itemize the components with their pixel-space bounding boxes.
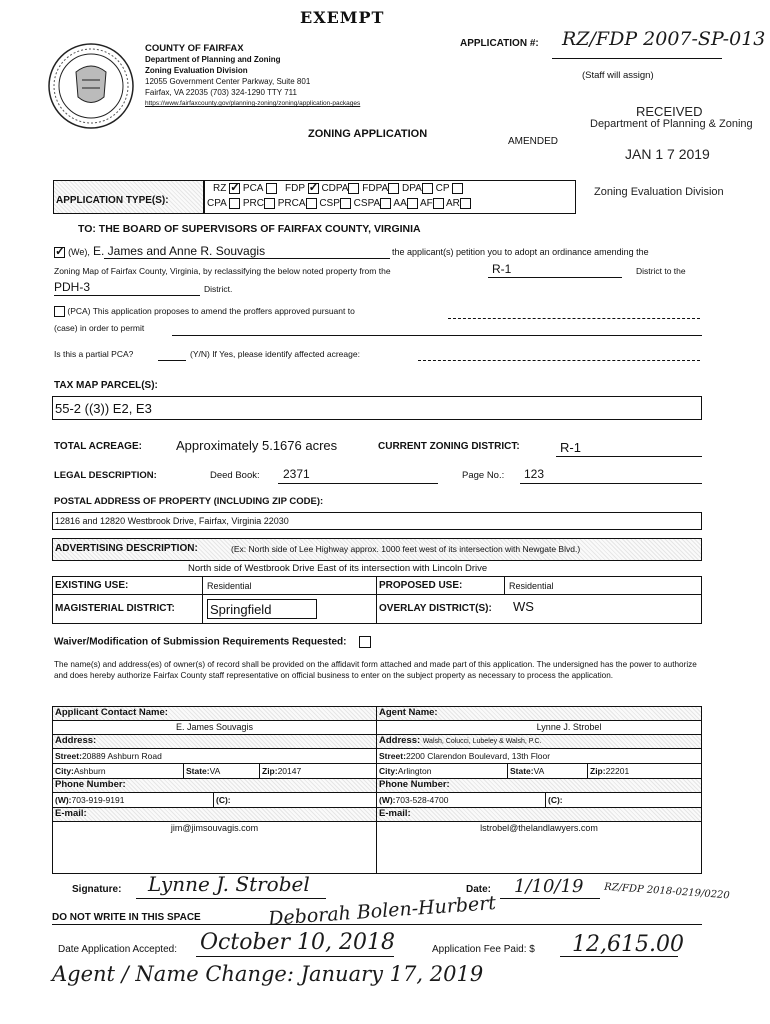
type-cdpa-checkbox[interactable] [348, 183, 359, 194]
type-dpa-checkbox[interactable] [422, 183, 433, 194]
petition-line-1 [54, 244, 265, 258]
type-pca-label: PCA [242, 183, 263, 195]
existing-use-label: EXISTING USE: [55, 580, 129, 591]
agent-name-change-note: Agent / Name Change: January 17, 2019 [52, 962, 484, 986]
staff-assign-note: (Staff will assign) [582, 70, 654, 81]
county-seal-icon [46, 42, 136, 130]
agent-address-label: Address: [379, 735, 421, 746]
applicant-zip-label: Zip: [262, 766, 278, 776]
agent-street-value: 2200 Clarendon Boulevard, 13th Floor [405, 751, 551, 761]
applicant-w-label: (W): [55, 795, 72, 805]
proposed-use-label: PROPOSED USE: [379, 580, 463, 591]
type-fdp-label: FDP [285, 183, 305, 195]
tax-map-value: 55-2 ((3)) E2, E3 [55, 401, 152, 416]
date-accepted-value: October 10, 2018 [200, 930, 396, 955]
contacts-box [52, 706, 702, 874]
waiver-line [54, 636, 371, 648]
county-info [145, 43, 360, 109]
pca-line-1 [54, 306, 355, 317]
fee-paid-value: 12,615.00 [572, 932, 684, 957]
petition-text-1: the applicant(s) petition you to adopt an ordinance amending the [392, 247, 649, 257]
postal-label: POSTAL ADDRESS OF PROPERTY (INCLUDING ZIP CODE): [54, 496, 324, 507]
type-aa-checkbox[interactable] [407, 198, 418, 209]
applicant-email-value: jim@jimsouvagis.com [170, 823, 259, 833]
type-af-checkbox[interactable] [433, 198, 444, 209]
agent-zip-label: Zip: [590, 766, 606, 776]
current-zoning-label: CURRENT ZONING DISTRICT: [378, 441, 520, 452]
county-address-1: 12055 Government Center Parkway, Suite 801 [145, 77, 311, 86]
agent-firm-value: Walsh, Colucci, Lubeley & Walsh, P.C. [422, 738, 542, 745]
district-label: District. [204, 284, 233, 294]
received-stamp-dept: Department of Planning & Zoning [590, 118, 753, 130]
type-aa-label: AA [393, 198, 407, 210]
agent-street-label: Street: [379, 751, 406, 761]
agent-w-label: (W): [379, 795, 396, 805]
uses-box [52, 576, 702, 624]
type-csp-label: CSP [319, 198, 340, 210]
page-no-label: Page No.: [462, 470, 505, 481]
type-ar-checkbox[interactable] [460, 198, 471, 209]
overlay-value: WS [513, 599, 534, 614]
signature-label: Signature: [72, 884, 122, 895]
type-cdpa-label: CDPA [321, 183, 349, 195]
application-number-label: APPLICATION #: [460, 38, 539, 49]
date-label: Date: [466, 884, 492, 895]
county-address-2: Fairfax, VA 22035 (703) 324-1290 TTY 711 [145, 88, 297, 97]
type-cp-label: CP [435, 183, 450, 195]
waiver-checkbox[interactable] [359, 636, 371, 648]
agent-state-label: State: [510, 766, 534, 776]
petition-text-2: Zoning Map of Fairfax County, Virginia, by reclassifying the below noted property from the [54, 266, 391, 276]
overlay-label: OVERLAY DISTRICT(S): [379, 603, 492, 614]
type-pca-checkbox[interactable] [266, 183, 277, 194]
type-ar-label: AR [446, 198, 460, 210]
type-csp-checkbox[interactable] [340, 198, 351, 209]
legal-label: LEGAL DESCRIPTION: [54, 470, 157, 481]
county-name: COUNTY OF FAIRFAX [145, 43, 244, 54]
type-prca-checkbox[interactable] [306, 198, 317, 209]
agent-w-value: 703-528-4700 [395, 795, 449, 805]
applicant-city-label: City: [55, 766, 74, 776]
applicant-w-value: 703-919-9191 [71, 795, 125, 805]
agent-name-label: Agent Name: [379, 707, 438, 718]
type-fdpa-checkbox[interactable] [388, 183, 399, 194]
date-value: 1/10/19 [514, 876, 584, 897]
postal-box [52, 512, 702, 530]
partial-pca-question: Is this a partial PCA? [54, 349, 134, 359]
agent-contact [377, 707, 701, 873]
proposed-use-value: Residential [509, 581, 554, 591]
applicant-zip-value: 20147 [277, 766, 302, 776]
postal-value: 12816 and 12820 Westbrook Drive, Fairfax, Virginia 22030 [55, 516, 289, 526]
type-rz-label: RZ [213, 183, 227, 195]
from-district-value: R-1 [492, 262, 512, 276]
agent-email-label: E-mail: [379, 808, 411, 819]
applicant-phone-label: Phone Number: [55, 779, 126, 790]
applicant-name-label: Applicant Contact Name: [55, 707, 168, 718]
page-no-value: 123 [524, 467, 545, 481]
agent-c-label: (C): [548, 795, 563, 805]
applicant-contact [53, 707, 377, 873]
type-af-label: AF [419, 198, 433, 210]
acreage-value: Approximately 5.1676 acres [176, 438, 338, 453]
tax-map-box [52, 396, 702, 420]
pca-text-2: (case) in order to permit [54, 323, 145, 333]
type-prca-label: PRCA [277, 198, 306, 210]
app-type-label: APPLICATION TYPE(S): [56, 195, 169, 206]
applicant-city-value: Ashburn [73, 766, 106, 776]
magisterial-value: Springfield [210, 602, 272, 617]
app-type-row-1 [213, 183, 463, 194]
to-district-value: PDH-3 [54, 280, 91, 294]
do-not-write-label: DO NOT WRITE IN THIS SPACE [52, 912, 201, 923]
applicant-c-label: (C): [216, 795, 231, 805]
agent-zip-value: 22201 [605, 766, 630, 776]
app-type-label-box [53, 180, 204, 214]
applicant-state-label: State: [186, 766, 210, 776]
type-dpa-label: DPA [401, 183, 422, 195]
type-cpa-label: CPA [207, 198, 227, 210]
applicant-address-label: Address: [55, 735, 97, 746]
applicant-street-value: 20889 Ashburn Road [81, 751, 162, 761]
advertising-box [52, 538, 702, 561]
applicants-value: E. James and Anne R. Souvagis [92, 244, 266, 258]
type-fdpa-label: FDPA [362, 183, 389, 195]
partial-pca-yn: (Y/N) If Yes, please identify affected acreage: [190, 349, 360, 359]
type-fdp-checkbox[interactable] [308, 183, 319, 194]
app-type-box [204, 180, 576, 214]
magisterial-label: MAGISTERIAL DISTRICT: [55, 603, 175, 614]
acreage-label: TOTAL ACREAGE: [54, 441, 142, 452]
we-checkbox[interactable] [54, 247, 65, 258]
signature-value: Lynne J. Strobel [148, 872, 310, 896]
applicant-state-value: VA [209, 766, 221, 776]
agent-phone-label: Phone Number: [379, 779, 450, 790]
form-title: ZONING APPLICATION [308, 128, 428, 140]
margin-note: RZ/FDP 2018-0219/0220 [603, 881, 731, 902]
petition-text-3: District to the [636, 266, 686, 276]
date-accepted-label: Date Application Accepted: [58, 944, 177, 955]
amended-label: AMENDED [508, 136, 559, 147]
app-type-row-2 [207, 198, 471, 209]
advertising-example: (Ex: North side of Lee Highway approx. 1000 feet west of its intersection with Newgate Blvd.) [231, 544, 581, 554]
deed-book-value: 2371 [283, 467, 310, 481]
dept-name: Department of Planning and Zoning [145, 55, 281, 64]
agent-city-label: City: [379, 766, 398, 776]
we-label: (We), [68, 247, 90, 257]
type-cspa-label: CSPA [353, 198, 381, 210]
board-heading: TO: THE BOARD OF SUPERVISORS OF FAIRFAX COUNTY, VIRGINIA [78, 223, 421, 235]
applicant-street-label: Street: [55, 751, 82, 761]
division-name: Zoning Evaluation Division [145, 66, 248, 75]
received-stamp-title: RECEIVED [636, 104, 703, 119]
advertising-label: ADVERTISING DESCRIPTION: [55, 543, 198, 554]
agent-name-value: Lynne J. Strobel [377, 721, 701, 735]
tax-map-label: TAX MAP PARCEL(S): [54, 380, 158, 391]
type-prc-checkbox[interactable] [264, 198, 275, 209]
waiver-label: Waiver/Modification of Submission Requirements Requested: [54, 636, 347, 648]
applicant-email-label: E-mail: [55, 808, 87, 819]
applicant-name-value: E. James Souvagis [53, 721, 376, 735]
deed-book-label: Deed Book: [210, 470, 260, 481]
type-rz-checkbox[interactable] [229, 183, 240, 194]
received-stamp-division: Zoning Evaluation Division [594, 186, 724, 198]
agent-state-value: VA [533, 766, 545, 776]
agent-email-value: lstrobel@thelandlawyers.com [480, 823, 598, 833]
exempt-stamp: EXEMPT [300, 8, 385, 27]
type-prc-label: PRC [242, 198, 264, 210]
agent-city-value: Arlington [397, 766, 432, 776]
staff-signature: Deborah Bolen-Hurbert [267, 892, 497, 930]
type-cspa-checkbox[interactable] [380, 198, 391, 209]
advertising-value: North side of Westbrook Drive East of its intersection with Lincoln Drive [188, 563, 488, 574]
existing-use-value: Residential [207, 581, 252, 591]
type-cp-checkbox[interactable] [452, 183, 463, 194]
current-zoning-value: R-1 [560, 440, 581, 455]
county-url[interactable]: https://www.fairfaxcounty.gov/planning-zoning/zoning/application-packages [145, 100, 361, 107]
pca-checkbox[interactable] [54, 306, 65, 317]
waiver-text: The name(s) and address(es) of owner(s) of record shall be provided on the affidavit form attached and made part of this application. The undersigned has the power to authorize and does hereby authorize Fairfax County staff representative on official business to enter on the subject property as necessary to process the application. [54, 660, 697, 680]
fee-paid-label: Application Fee Paid: $ [432, 944, 535, 955]
application-number-value: RZ/FDP 2007-SP-013 [562, 28, 766, 50]
pca-text-1: (PCA) This application proposes to amend the proffers approved pursuant to [67, 306, 355, 316]
received-stamp-date: JAN 1 7 2019 [625, 146, 710, 162]
type-cpa-checkbox[interactable] [229, 198, 240, 209]
